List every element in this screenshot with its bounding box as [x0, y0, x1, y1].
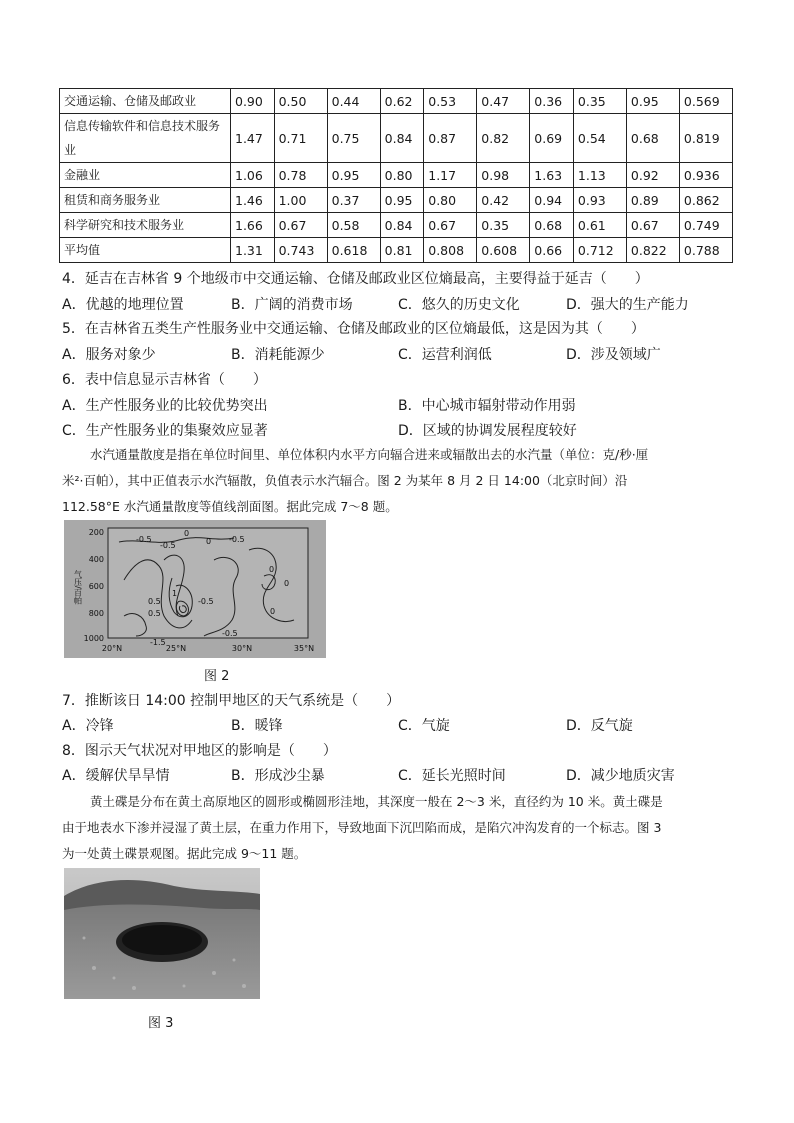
x-tick-label: 20°N — [101, 644, 123, 653]
table-cell: 0.618 — [327, 238, 380, 263]
table-row — [60, 238, 733, 263]
table-cell: 0.67 — [424, 213, 477, 238]
passage-7-8 — [62, 442, 742, 520]
table-cell: 0.822 — [626, 238, 679, 263]
contour-label: -0.5 — [229, 535, 245, 544]
contour-label: 0 — [269, 565, 275, 574]
table-row — [60, 114, 733, 163]
table-cell: 0.936 — [679, 163, 732, 188]
contour-label: -0.5 — [160, 541, 176, 550]
table-cell: 0.67 — [274, 213, 327, 238]
question-8-stem: 8．图示天气状况对甲地区的影响是（ ） — [62, 743, 337, 759]
table-row — [60, 188, 733, 213]
table-row — [60, 163, 733, 188]
contour-label: -0.5 — [136, 535, 152, 544]
y-tick-label: 200 — [88, 528, 104, 537]
table-cell: 1.63 — [530, 163, 574, 188]
table-cell: 1.13 — [573, 163, 626, 188]
row-label: 平均值 — [60, 238, 231, 263]
contour-label: 0.5 — [148, 609, 161, 618]
question-6-stem: 6．表中信息显示吉林省（ ） — [62, 372, 267, 388]
passage-9-11-line-1: 黄土碟是分布在黄土高原地区的圆形或椭圆形洼地，其深度一般在 2～3 米，直径约为 10 米。黄土碟是 — [90, 794, 663, 809]
table-cell: 0.42 — [477, 188, 530, 213]
contour-label: 0 — [206, 537, 212, 546]
table-cell: 0.98 — [477, 163, 530, 188]
table-cell: 1.06 — [231, 163, 275, 188]
figure-2-caption: 图 2 — [204, 669, 230, 684]
table-cell: 0.749 — [679, 213, 732, 238]
table-cell: 0.712 — [573, 238, 626, 263]
table-cell: 0.37 — [327, 188, 380, 213]
table-cell: 0.80 — [380, 163, 424, 188]
row-label: 科学研究和技术服务业 — [60, 213, 231, 238]
table-cell: 0.44 — [327, 89, 380, 114]
table-cell: 0.58 — [327, 213, 380, 238]
q5-option-a[interactable]: A．服务对象少 — [62, 347, 156, 363]
y-tick-label: 800 — [88, 609, 104, 618]
passage-9-11 — [62, 789, 742, 867]
x-tick-label: 25°N — [165, 644, 187, 653]
table-cell: 0.66 — [530, 238, 574, 263]
table-cell: 0.569 — [679, 89, 732, 114]
row-label: 信息传输软件和信息技术服务业 — [60, 114, 231, 163]
table-cell: 0.71 — [274, 114, 327, 163]
table-cell: 1.17 — [424, 163, 477, 188]
location-quotient-table — [59, 88, 733, 263]
table-cell: 0.35 — [573, 89, 626, 114]
table-cell: 0.53 — [424, 89, 477, 114]
contour-label: 0.5 — [148, 597, 161, 606]
passage-9-11-line-2: 由于地表水下渗并浸湿了黄土层，在重力作用下，导致地面下沉凹陷而成，是陷穴冲沟发育的一个标志。图 3 — [62, 820, 662, 835]
passage-7-8-line-2: 米²·百帕），其中正值表示水汽辐散，负值表示水汽辐合。图 2 为某年 8 月 2 日 14:00（北京时间）沿 — [62, 473, 628, 488]
table-row — [60, 89, 733, 114]
figure-2-contour-plot — [64, 520, 326, 658]
table-cell: 0.94 — [530, 188, 574, 213]
table-row — [60, 213, 733, 238]
x-tick-label: 30°N — [231, 644, 253, 653]
q8-option-c[interactable]: C．延长光照时间 — [398, 768, 506, 784]
row-label: 金融业 — [60, 163, 231, 188]
table-cell: 0.68 — [626, 114, 679, 163]
q8-option-d[interactable]: D．减少地质灾害 — [566, 768, 675, 784]
contour-label: -1.5 — [150, 638, 166, 647]
table-cell: 0.47 — [477, 89, 530, 114]
q7-option-a[interactable]: A．冷锋 — [62, 718, 114, 734]
table-cell: 1.00 — [274, 188, 327, 213]
q4-option-b[interactable]: B．广阔的消费市场 — [231, 297, 353, 313]
contour-label: -0.5 — [222, 629, 238, 638]
q7-option-b[interactable]: B．暖锋 — [231, 718, 283, 734]
table-cell: 0.81 — [380, 238, 424, 263]
q5-option-d[interactable]: D．涉及领域广 — [566, 347, 661, 363]
table-cell: 1.31 — [231, 238, 275, 263]
figure-3-caption: 图 3 — [148, 1016, 174, 1031]
table-cell: 0.743 — [274, 238, 327, 263]
q8-option-a[interactable]: A．缓解伏旱旱情 — [62, 768, 170, 784]
q6-option-a[interactable]: A．生产性服务业的比较优势突出 — [62, 398, 268, 414]
table-cell: 1.46 — [231, 188, 275, 213]
table-cell: 0.69 — [530, 114, 574, 163]
table-cell: 0.89 — [626, 188, 679, 213]
contour-label: 1 — [172, 589, 178, 598]
contour-label: 0 — [284, 579, 290, 588]
x-tick-label: 35°N — [293, 644, 315, 653]
table-cell: 0.80 — [424, 188, 477, 213]
q4-option-a[interactable]: A．优越的地理位置 — [62, 297, 184, 313]
q6-option-b[interactable]: B．中心城市辐射带动作用弱 — [398, 398, 576, 414]
table-cell: 0.862 — [679, 188, 732, 213]
table-cell: 0.75 — [327, 114, 380, 163]
q4-option-d[interactable]: D．强大的生产能力 — [566, 297, 689, 313]
question-5-stem: 5．在吉林省五类生产性服务业中交通运输、仓储及邮政业的区位熵最低，这是因为其（ ） — [62, 321, 645, 337]
table-cell: 0.54 — [573, 114, 626, 163]
table-cell: 0.67 — [626, 213, 679, 238]
y-tick-label: 400 — [88, 555, 104, 564]
contour-label: 0 — [270, 607, 276, 616]
question-7-stem: 7．推断该日 14:00 控制甲地区的天气系统是（ ） — [62, 693, 401, 709]
table-cell: 0.50 — [274, 89, 327, 114]
passage-7-8-line-3: 112.58°E 水汽通量散度等值线剖面图。据此完成 7～8 题。 — [62, 499, 398, 514]
table-cell: 0.84 — [380, 213, 424, 238]
q4-option-c[interactable]: C．悠久的历史文化 — [398, 297, 520, 313]
contour-label: 0 — [184, 529, 190, 538]
passage-7-8-line-1: 水汽通量散度是指在单位时间里、单位体积内水平方向辐合进来或辐散出去的水汽量（单位：克/秒·厘 — [90, 447, 649, 462]
table-cell: 0.35 — [477, 213, 530, 238]
q5-option-b[interactable]: B．消耗能源少 — [231, 347, 325, 363]
q6-option-c[interactable]: C．生产性服务业的集聚效应显著 — [62, 423, 268, 439]
table-cell: 0.90 — [231, 89, 275, 114]
table-cell: 0.78 — [274, 163, 327, 188]
table-cell: 0.95 — [327, 163, 380, 188]
q7-option-c[interactable]: C．气旋 — [398, 718, 450, 734]
table-cell: 0.788 — [679, 238, 732, 263]
table-cell: 0.84 — [380, 114, 424, 163]
table-cell: 0.62 — [380, 89, 424, 114]
q7-option-d[interactable]: D．反气旋 — [566, 718, 633, 734]
contour-label: -0.5 — [198, 597, 214, 606]
table-cell: 0.68 — [530, 213, 574, 238]
table-cell: 0.808 — [424, 238, 477, 263]
q6-option-d[interactable]: D．区域的协调发展程度较好 — [398, 423, 577, 439]
question-4-stem: 4．延吉在吉林省 9 个地级市中交通运输、仓储及邮政业区位熵最高，主要得益于延吉（ ） — [62, 271, 649, 287]
row-label: 交通运输、仓储及邮政业 — [60, 89, 231, 114]
q8-option-b[interactable]: B．形成沙尘暴 — [231, 768, 325, 784]
table-cell: 0.608 — [477, 238, 530, 263]
table-cell: 0.87 — [424, 114, 477, 163]
y-tick-label: 1000 — [83, 634, 104, 643]
table-cell: 1.47 — [231, 114, 275, 163]
table-cell: 0.82 — [477, 114, 530, 163]
table-cell: 0.93 — [573, 188, 626, 213]
table-cell: 0.95 — [626, 89, 679, 114]
row-label: 租赁和商务服务业 — [60, 188, 231, 213]
q5-option-c[interactable]: C．运营利润低 — [398, 347, 492, 363]
passage-9-11-line-3: 为一处黄土碟景观图。据此完成 9～11 题。 — [62, 846, 307, 861]
figure-3-loess-dish-photo — [64, 868, 260, 999]
table-cell: 0.819 — [679, 114, 732, 163]
y-tick-label: 600 — [88, 582, 104, 591]
table-cell: 0.95 — [380, 188, 424, 213]
table-cell: 1.66 — [231, 213, 275, 238]
table-cell: 0.92 — [626, 163, 679, 188]
table-cell: 0.61 — [573, 213, 626, 238]
table-cell: 0.36 — [530, 89, 574, 114]
y-axis-label: 气压/百帕 — [73, 570, 83, 605]
